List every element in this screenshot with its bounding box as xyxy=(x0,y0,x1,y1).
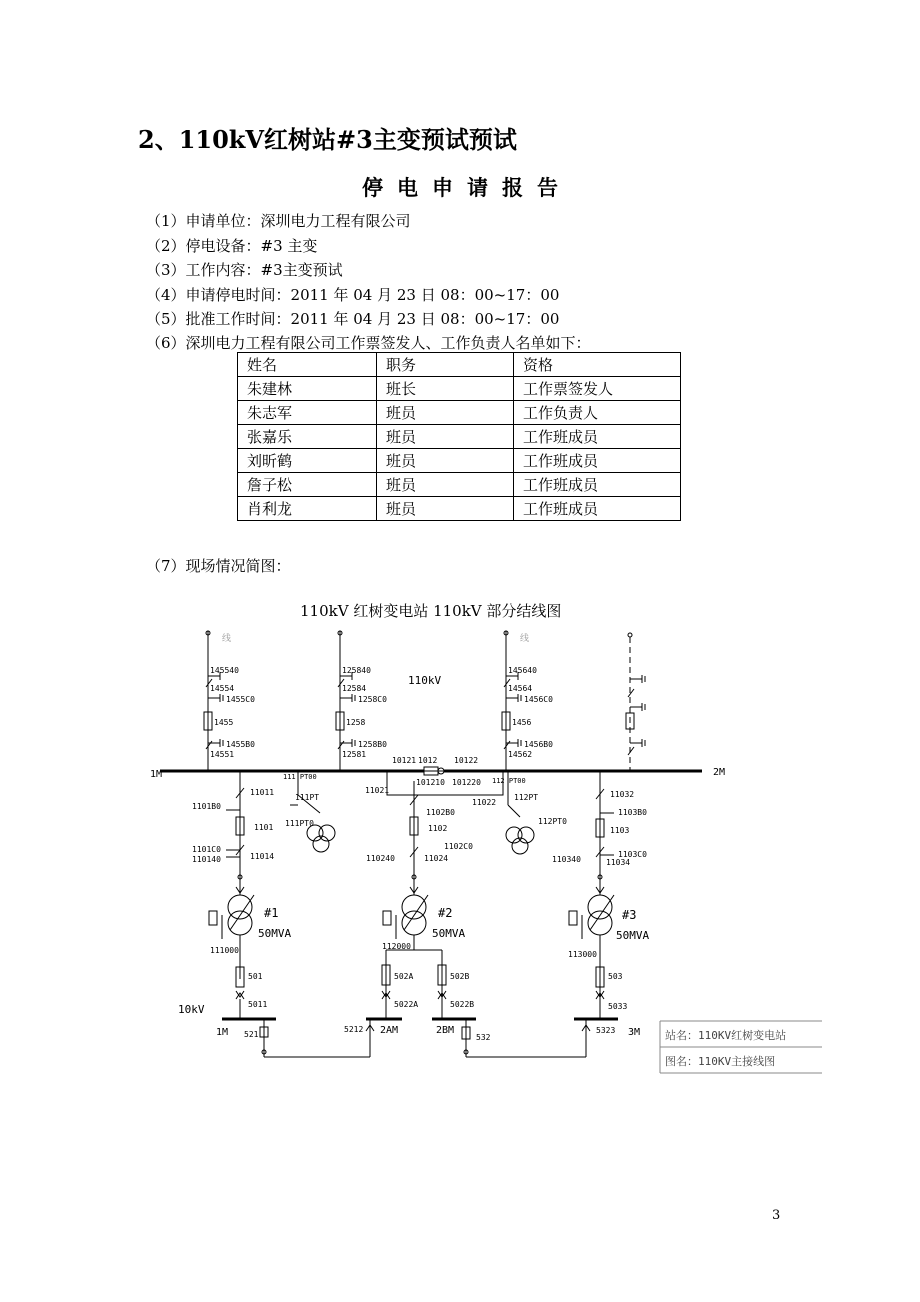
table-row xyxy=(238,377,681,401)
label: 1103C0 xyxy=(618,850,647,859)
cell-position: 班员 xyxy=(377,425,514,449)
label: #2 xyxy=(438,906,453,920)
table-header-row xyxy=(238,353,681,377)
page-number: 3 xyxy=(772,1208,781,1223)
label: 12581 xyxy=(342,750,367,759)
label: 101220 xyxy=(452,778,481,787)
label: 1455C0 xyxy=(226,695,255,704)
label: 14564 xyxy=(508,684,533,693)
label: 2AM xyxy=(380,1025,399,1036)
cell-name: 刘昕鹤 xyxy=(238,449,377,473)
label: 1102B0 xyxy=(426,808,455,817)
cell-name: 朱建林 xyxy=(238,377,377,401)
cell-position: 班员 xyxy=(377,473,514,497)
label: #3 xyxy=(622,908,637,922)
label: 1455 xyxy=(214,718,234,727)
label: 5033 xyxy=(608,1002,628,1011)
station-name: 站名：110KV红树变电站 xyxy=(665,1029,787,1042)
label: 5011 xyxy=(248,1000,268,1009)
label: 11034 xyxy=(606,858,631,867)
label: 14551 xyxy=(210,750,235,759)
item-requested-time: （4）申请停电时间：2011 年 04 月 23 日 08：00~17：00 xyxy=(146,286,560,304)
title-block xyxy=(660,1021,822,1073)
cell-qualification: 工作票签发人 xyxy=(514,377,681,401)
label: 5022A xyxy=(394,1000,419,1009)
label: 112000 xyxy=(382,942,411,951)
label: 1M xyxy=(216,1027,229,1038)
header-qualification: 资格 xyxy=(514,353,681,377)
label: 11032 xyxy=(610,790,635,799)
label: 113000 xyxy=(568,950,597,959)
cell-qualification: 工作班成员 xyxy=(514,473,681,497)
pt-112 xyxy=(492,771,567,854)
label: 14554 xyxy=(210,684,235,693)
label: 111PT xyxy=(295,793,320,802)
label: 111PT0 xyxy=(285,819,314,828)
voltage-10-label: 10kV xyxy=(178,1003,205,1016)
label: 11014 xyxy=(250,852,275,861)
transformer-1 xyxy=(192,771,291,1019)
label: 145540 xyxy=(210,666,239,675)
label: 110240 xyxy=(366,854,395,863)
staff-table xyxy=(237,352,681,521)
label: 1101B0 xyxy=(192,802,221,811)
cell-name: 张嘉乐 xyxy=(238,425,377,449)
label: 1012 xyxy=(418,756,438,765)
label: 5022B xyxy=(450,1000,475,1009)
label: 1103B0 xyxy=(618,808,647,817)
voltage-110-label: 110kV xyxy=(408,674,442,687)
report-title: 停电申请报告 xyxy=(362,175,572,200)
label: 5212 xyxy=(344,1025,364,1034)
label: 502A xyxy=(394,972,414,981)
transformer-2 xyxy=(366,781,474,1019)
label: 50MVA xyxy=(432,927,466,940)
label: 112 PT00 xyxy=(492,777,526,785)
line-mark: 线 xyxy=(222,634,232,644)
label: 11024 xyxy=(424,854,449,863)
label: 1102C0 xyxy=(444,842,473,851)
item-applicant: （1）申请单位：深圳电力工程有限公司 xyxy=(146,212,411,230)
label: 1455B0 xyxy=(226,740,255,749)
label: 1456B0 xyxy=(524,740,553,749)
label: 1456C0 xyxy=(524,695,553,704)
item-equipment: （2）停电设备：#3 主变 xyxy=(146,237,318,255)
header-name: 姓名 xyxy=(238,353,377,377)
label: 5323 xyxy=(596,1026,616,1035)
label: 110140 xyxy=(192,855,221,864)
label: 50MVA xyxy=(616,929,650,942)
table-row xyxy=(238,401,681,425)
cell-position: 班长 xyxy=(377,377,514,401)
pt-111 xyxy=(283,771,335,852)
bus-2m-label: 2M xyxy=(713,767,726,778)
item-work-content: （3）工作内容：#3主变预试 xyxy=(146,261,343,279)
line-mark: 线 xyxy=(520,634,530,644)
section-title: 2、110kV红树站#3主变预试预试 xyxy=(138,125,517,154)
label: 1101C0 xyxy=(192,845,221,854)
label: 110340 xyxy=(552,855,581,864)
bus-1m-label: 1M xyxy=(150,769,163,780)
cell-position: 班员 xyxy=(377,497,514,521)
label: 14562 xyxy=(508,750,533,759)
cell-position: 班员 xyxy=(377,401,514,425)
label: 502B xyxy=(450,972,470,981)
label: 11011 xyxy=(250,788,275,797)
item-staff-intro: （6）深圳电力工程有限公司工作票签发人、工作负责人名单如下： xyxy=(146,334,591,352)
label: 10121 xyxy=(392,756,417,765)
feeder-1455 xyxy=(204,631,255,771)
label: #1 xyxy=(264,906,279,920)
transformer-3 xyxy=(552,771,649,1019)
label: 1103 xyxy=(610,826,630,835)
label: 111000 xyxy=(210,946,239,955)
diagram-title: 110kV 红树变电站 110kV 部分结线图 xyxy=(300,602,562,620)
cell-qualification: 工作负责人 xyxy=(514,401,681,425)
feeder-spare xyxy=(626,633,645,771)
label: 125840 xyxy=(342,666,371,675)
feeder-1258 xyxy=(336,631,387,771)
item-approved-time: （5）批准工作时间：2011 年 04 月 23 日 08：00~17：00 xyxy=(146,310,560,328)
label: 112PT xyxy=(514,793,539,802)
label: 11021 xyxy=(365,786,390,795)
label: 1258 xyxy=(346,718,366,727)
label: 501 xyxy=(248,972,263,981)
label: 1456 xyxy=(512,718,532,727)
cell-position: 班员 xyxy=(377,449,514,473)
feeder-1456 xyxy=(502,631,553,771)
label: 10122 xyxy=(454,756,479,765)
label: 112PT0 xyxy=(538,817,567,826)
label: 1101 xyxy=(254,823,274,832)
header-position: 职务 xyxy=(377,353,514,377)
item-site-diagram: （7）现场情况简图： xyxy=(146,557,291,575)
label: 1258B0 xyxy=(358,740,387,749)
label: 101210 xyxy=(416,778,445,787)
label: 111 PT00 xyxy=(283,773,317,781)
wiring-diagram xyxy=(140,595,830,1085)
table-row xyxy=(238,473,681,497)
table-row xyxy=(238,449,681,473)
label: 50MVA xyxy=(258,927,292,940)
label: 145640 xyxy=(508,666,537,675)
label: 532 xyxy=(476,1033,491,1042)
cell-qualification: 工作班成员 xyxy=(514,449,681,473)
label: 11022 xyxy=(472,798,497,807)
cell-name: 詹子松 xyxy=(238,473,377,497)
cell-name: 朱志军 xyxy=(238,401,377,425)
label: 1258C0 xyxy=(358,695,387,704)
label: 12584 xyxy=(342,684,367,693)
table-row xyxy=(238,425,681,449)
drawing-name: 图名：110KV主接线图 xyxy=(665,1055,776,1068)
table-row xyxy=(238,497,681,521)
label: 1102 xyxy=(428,824,448,833)
lv-section-links xyxy=(244,1019,615,1057)
label: 503 xyxy=(608,972,623,981)
cell-name: 肖利龙 xyxy=(238,497,377,521)
label: 2BM xyxy=(436,1025,455,1036)
label: 521 xyxy=(244,1030,259,1039)
cell-qualification: 工作班成员 xyxy=(514,497,681,521)
label: 3M xyxy=(628,1027,641,1038)
cell-qualification: 工作班成员 xyxy=(514,425,681,449)
